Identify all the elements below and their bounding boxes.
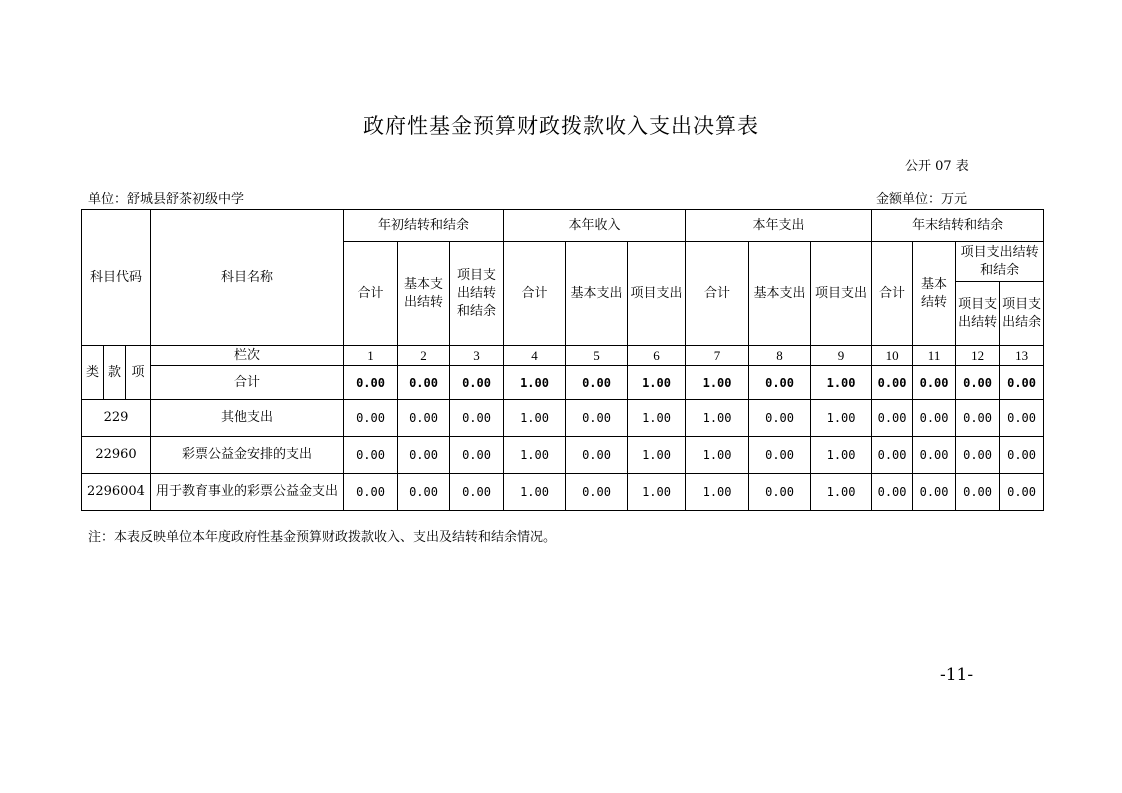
cell-value: 1.00 bbox=[811, 437, 872, 474]
cell-value: 1.00 bbox=[504, 400, 566, 437]
total-value: 1.00 bbox=[686, 366, 749, 400]
form-number: 公开 07 表 bbox=[905, 159, 969, 174]
subject-code: 2296004 bbox=[82, 474, 151, 511]
cat-lei-header: 类 bbox=[82, 346, 104, 400]
cell-value: 1.00 bbox=[811, 474, 872, 511]
cat-kuan-header: 款 bbox=[104, 346, 126, 400]
cell-value: 0.00 bbox=[749, 437, 811, 474]
total-row bbox=[82, 366, 1044, 400]
subject-name-header: 科目名称 bbox=[151, 210, 344, 346]
column-no-label: 栏次 bbox=[151, 346, 344, 366]
cell-value: 0.00 bbox=[872, 474, 913, 511]
reporting-unit: 单位：舒城县舒茶初级中学 bbox=[88, 192, 245, 207]
cell-value: 0.00 bbox=[956, 437, 1000, 474]
cell-value: 0.00 bbox=[344, 400, 398, 437]
income-project-header: 项目支出 bbox=[628, 242, 686, 346]
cell-value: 0.00 bbox=[344, 437, 398, 474]
header-row-1 bbox=[82, 210, 1044, 242]
page-title: 政府性基金预算财政拨款收入支出决算表 bbox=[363, 114, 759, 138]
cell-value: 0.00 bbox=[956, 474, 1000, 511]
cell-value: 0.00 bbox=[398, 437, 450, 474]
column-no: 6 bbox=[628, 346, 686, 366]
cell-value: 0.00 bbox=[1000, 474, 1044, 511]
table-row bbox=[82, 400, 1044, 437]
end-project-surplus-header: 项目支出结余 bbox=[1000, 282, 1044, 346]
cell-value: 0.00 bbox=[913, 400, 956, 437]
cell-value: 0.00 bbox=[872, 437, 913, 474]
subject-code: 22960 bbox=[82, 437, 151, 474]
expense-project-header: 项目支出 bbox=[811, 242, 872, 346]
cell-value: 1.00 bbox=[628, 437, 686, 474]
total-value: 0.00 bbox=[398, 366, 450, 400]
money-unit: 金额单位：万元 bbox=[876, 192, 968, 207]
column-no: 2 bbox=[398, 346, 450, 366]
table-row bbox=[82, 474, 1044, 511]
group-end-header: 年末结转和结余 bbox=[872, 210, 1044, 242]
total-value: 0.00 bbox=[566, 366, 628, 400]
total-value: 0.00 bbox=[913, 366, 956, 400]
total-label: 合计 bbox=[151, 366, 344, 400]
cat-xiang-header: 项 bbox=[126, 346, 151, 400]
cell-value: 0.00 bbox=[566, 474, 628, 511]
cell-value: 0.00 bbox=[450, 474, 504, 511]
cell-value: 0.00 bbox=[344, 474, 398, 511]
total-value: 0.00 bbox=[872, 366, 913, 400]
cell-value: 1.00 bbox=[686, 474, 749, 511]
cell-value: 0.00 bbox=[398, 400, 450, 437]
cell-value: 1.00 bbox=[504, 437, 566, 474]
cell-value: 0.00 bbox=[956, 400, 1000, 437]
column-no: 8 bbox=[749, 346, 811, 366]
total-value: 0.00 bbox=[450, 366, 504, 400]
cell-value: 0.00 bbox=[398, 474, 450, 511]
cell-value: 0.00 bbox=[566, 437, 628, 474]
cell-value: 0.00 bbox=[872, 400, 913, 437]
total-value: 0.00 bbox=[749, 366, 811, 400]
column-no: 10 bbox=[872, 346, 913, 366]
column-no: 12 bbox=[956, 346, 1000, 366]
cell-value: 1.00 bbox=[504, 474, 566, 511]
total-value: 0.00 bbox=[956, 366, 1000, 400]
column-no: 5 bbox=[566, 346, 628, 366]
end-total-header: 合计 bbox=[872, 242, 913, 346]
cell-value: 0.00 bbox=[913, 437, 956, 474]
column-no: 7 bbox=[686, 346, 749, 366]
begin-total-header: 合计 bbox=[344, 242, 398, 346]
subject-name: 其他支出 bbox=[151, 400, 344, 437]
cell-value: 0.00 bbox=[1000, 400, 1044, 437]
income-total-header: 合计 bbox=[504, 242, 566, 346]
table-note: 注：本表反映单位本年度政府性基金预算财政拨款收入、支出及结转和结余情况。 bbox=[88, 530, 557, 545]
page-number: -11- bbox=[940, 665, 974, 685]
begin-basic-header: 基本支出结转 bbox=[398, 242, 450, 346]
begin-project-header: 项目支出结转和结余 bbox=[450, 242, 504, 346]
column-number-row bbox=[82, 346, 1044, 366]
column-no: 4 bbox=[504, 346, 566, 366]
cell-value: 0.00 bbox=[1000, 437, 1044, 474]
group-expense-header: 本年支出 bbox=[686, 210, 872, 242]
group-begin-header: 年初结转和结余 bbox=[344, 210, 504, 242]
cell-value: 1.00 bbox=[686, 437, 749, 474]
cell-value: 1.00 bbox=[811, 400, 872, 437]
subject-name: 用于教育事业的彩票公益金支出 bbox=[151, 474, 344, 511]
column-no: 1 bbox=[344, 346, 398, 366]
end-basic-header: 基本结转 bbox=[913, 242, 956, 346]
cell-value: 0.00 bbox=[450, 437, 504, 474]
expense-total-header: 合计 bbox=[686, 242, 749, 346]
column-no: 13 bbox=[1000, 346, 1044, 366]
column-no: 9 bbox=[811, 346, 872, 366]
cell-value: 0.00 bbox=[749, 474, 811, 511]
cell-value: 1.00 bbox=[628, 400, 686, 437]
end-project-header: 项目支出结转和结余 bbox=[956, 242, 1044, 282]
total-value: 0.00 bbox=[344, 366, 398, 400]
cell-value: 0.00 bbox=[566, 400, 628, 437]
table-row bbox=[82, 437, 1044, 474]
subject-code-header: 科目代码 bbox=[82, 210, 151, 346]
group-income-header: 本年收入 bbox=[504, 210, 686, 242]
final-account-table bbox=[81, 209, 1044, 511]
total-value: 1.00 bbox=[504, 366, 566, 400]
end-project-carry-header: 项目支出结转 bbox=[956, 282, 1000, 346]
cell-value: 1.00 bbox=[686, 400, 749, 437]
cell-value: 1.00 bbox=[628, 474, 686, 511]
cell-value: 0.00 bbox=[450, 400, 504, 437]
column-no: 3 bbox=[450, 346, 504, 366]
total-value: 1.00 bbox=[811, 366, 872, 400]
total-value: 1.00 bbox=[628, 366, 686, 400]
total-value: 0.00 bbox=[1000, 366, 1044, 400]
cell-value: 0.00 bbox=[913, 474, 956, 511]
cell-value: 0.00 bbox=[749, 400, 811, 437]
subject-code: 229 bbox=[82, 400, 151, 437]
subject-name: 彩票公益金安排的支出 bbox=[151, 437, 344, 474]
income-basic-header: 基本支出 bbox=[566, 242, 628, 346]
column-no: 11 bbox=[913, 346, 956, 366]
expense-basic-header: 基本支出 bbox=[749, 242, 811, 346]
